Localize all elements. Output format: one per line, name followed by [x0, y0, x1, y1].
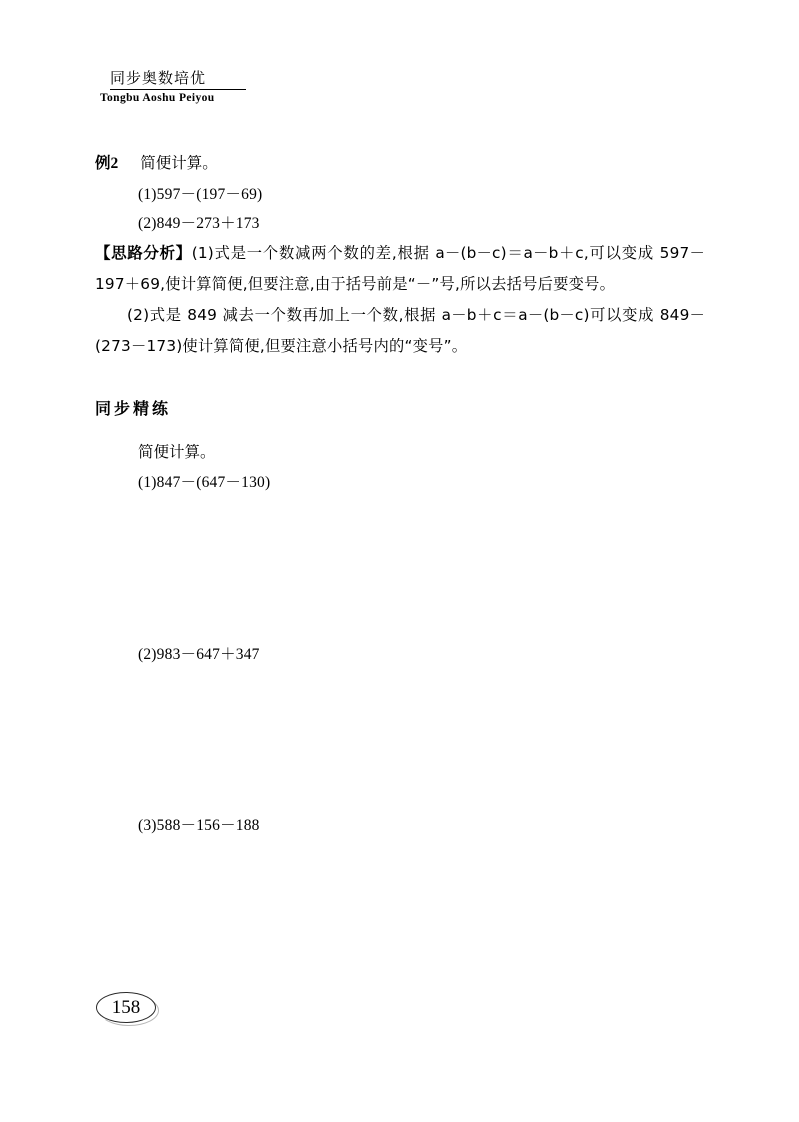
example-item-2: (2)849－273＋173 — [138, 215, 260, 232]
example-heading — [95, 148, 695, 179]
example-number: 2 — [110, 155, 119, 172]
page-header — [100, 68, 400, 104]
header-title-cn: 同步奥数培优 — [110, 69, 207, 87]
header-title-pinyin: Tongbu Aoshu Peiyou — [100, 92, 215, 104]
analysis-block — [95, 238, 705, 362]
header-divider — [110, 89, 246, 90]
page-number-badge — [96, 992, 158, 1025]
page-number-text: 158 — [111, 997, 141, 1018]
example-item-1: (1)597－(197－69) — [138, 186, 263, 203]
practice-item-2: (2)983－647＋347 — [138, 646, 260, 663]
practice-item-3: (3)588－156－188 — [138, 817, 260, 834]
analysis-paragraph-1: (1)式是一个数减两个数的差,根据 a－(b－c)＝a－b＋c,可以变成 597－197＋69,使计算简便,但要注意,由于括号前是“－”号,所以去括号后要变号。 — [95, 244, 705, 293]
analysis-paragraph-2: (2)式是 849 减去一个数再加上一个数,根据 a－b＋c＝a－(b－c)可以变成 849－(273－173)使计算简便,但要注意小括号内的“变号”。 — [95, 306, 705, 355]
practice-item-1: (1)847－(647－130) — [138, 474, 271, 491]
analysis-tag: 【思路分析】 — [95, 244, 192, 262]
practice-lead: 简便计算。 — [138, 443, 216, 461]
example-instruction: 简便计算。 — [140, 154, 218, 172]
example-label: 例 — [95, 154, 111, 172]
practice-section-title: 同步精练 — [95, 399, 172, 418]
